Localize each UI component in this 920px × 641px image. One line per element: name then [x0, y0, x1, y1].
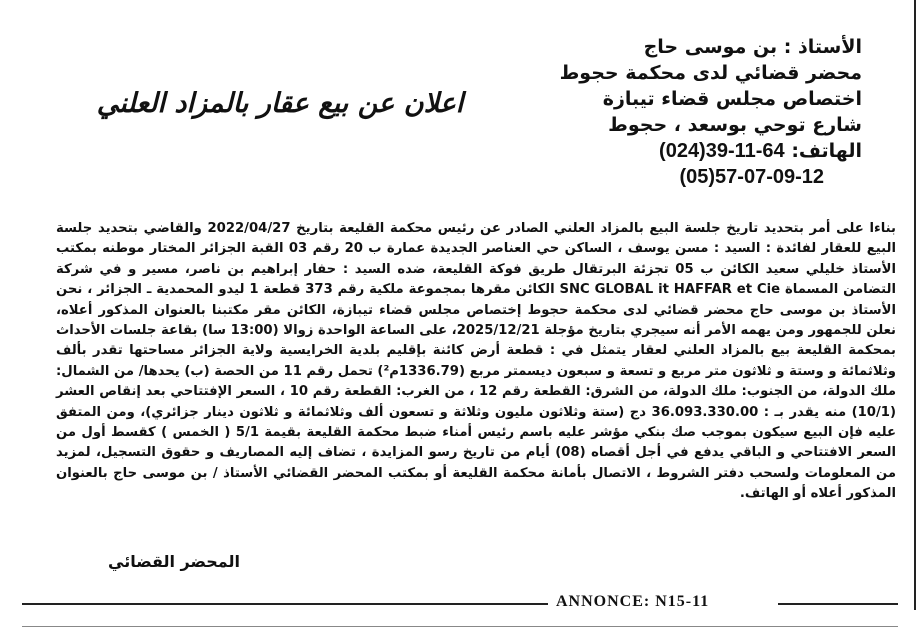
phone-number-1: (024)39-11-64: [659, 140, 785, 162]
phone-label: الهاتف:: [791, 140, 862, 162]
bailiff-name: الأستاذ : بن موسى حاج: [643, 36, 862, 58]
divider-right: [778, 603, 898, 605]
notice-body: بناءا على أمر بتحديد تاريخ جلسة البيع بالمزاد العلني الصادر عن رئيس محكمة القليعة بتاريخ 2022/04/27 والقاضي بتحديد جلسة البيع للعقار لفائدة : السيد : مسن يوسف ، الساكن حي العناصر الجديدة عمارة ب 20 رقم 03 القبة الجزائر المختار موطنه بمكتب الأستاذ خليلي سعيد الكائن ب 05 تجزئة البرتقال طريق فوكة القليعة، ضده السيد : حفار إبراهيم بن ناصر، مسير و في شركة التضامن المسماة SNC GLOBAL it HAFFAR et Cie الكائن مقرها بمجموعة ملكية رقم 373 قطعة 1 ليدو المحمدية ـ الجزائر ، نحن الأستاذ بن موسى حاج محضر قضائي لدى محكمة حجوط إختصاص مجلس قضاء تيبازة، الكائن مقر مكتبنا بالعنوان المذكور أعلاه، نعلن للجمهور ومن يهمه الأمر أنه سيجري بتاريخ مؤجلة 2025/12/21، على الساعة الواحدة زوالا (13:00 سا) بقاعة جلسات الأحداث بمحكمة القليعة بيع بالمزاد العلني لعقار يتمثل في : قطعة أرض كائنة بإقليم بلدية الخرايسية ولاية الجزائر مساحتها تقدر بألف وثلاثمائة و وستة و ثلاثون متر مربع و تسعة و سبعون ديسمتر مربع (1336.79م²) تحمل رقم 11 من الحصة (ب) يحدها/ من الشمال: ملك الدولة، من الجنوب: ملك الدولة، من الشرق: القطعة رقم 12 ، من الغرب: القطعة رقم 10 ، السعر الإفتتاحي بعد إنقاص العشر (10/1) منه يقدر بـ : 36.093.330.00 دج (ستة وثلاثون مليون وثلاثة و تسعون ألف وثلاثمائة و ثلاثون دينار جزائري)، ومن المتفق عليه فإن البيع سيكون بموجب صك بنكي مؤشر عليه باسم رئيس أمناء ضبط محكمة القليعة بقيمة 5/1 ( الخمس ) كقسط أول من السعر الافتتاحي و الباقي يدفع في أجل أقصاه (08) أيام من تاريخ رسو المزايدة ، تضاف إليه المصاريف و حقوق التسجيل، لمزيد من المعلومات ولسحب دفتر الشروط ، الاتصال بأمانة محكمة القليعة أو بمكتب المحضر القضائي الأستاذ / بن موسى حاج بالعنوان المذكور أعلاه أو الهاتف.: [56, 221, 897, 502]
signature-label: المحضر القضائي: [108, 552, 241, 571]
notice-title: اعلان عن بيع عقار بالمزاد العلني: [96, 88, 464, 119]
bailiff-address: شارع توحي بوسعد ، حجوط: [608, 114, 862, 136]
page-border-right: [914, 0, 916, 610]
phone-number-2: (05)57-07-09-12: [679, 166, 824, 188]
phone-line: [542, 138, 862, 164]
divider-left: [22, 603, 548, 605]
bailiff-jurisdiction: اختصاص مجلس قضاء تيبازة: [602, 88, 862, 110]
bailiff-header: [542, 34, 862, 190]
bailiff-court: محضر قضائي لدى محكمة حجوط: [559, 62, 862, 84]
divider-bottom: [22, 626, 898, 627]
annonce-number: ANNONCE: N15-11: [556, 593, 710, 610]
